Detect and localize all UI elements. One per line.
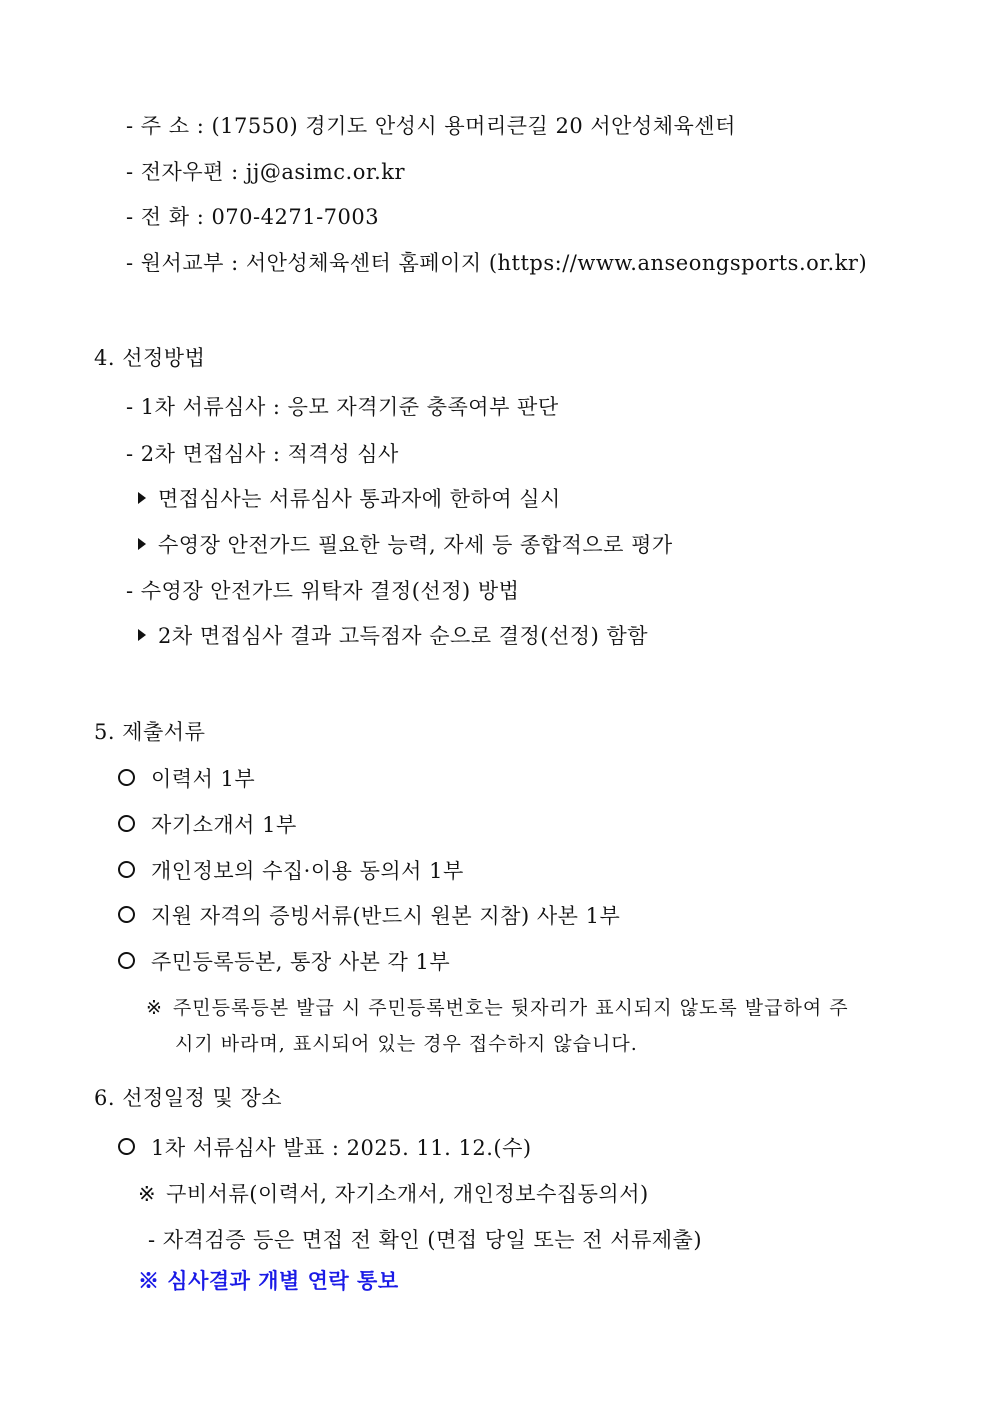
reference-mark-icon: ※ [146, 997, 163, 1019]
email-line: - 전자우편 : jj@asimc.or.kr [126, 160, 406, 184]
section6-title: 6. 선정일정 및 장소 [94, 1086, 283, 1110]
section6-notice: ※ 심사결과 개별 연락 통보 [138, 1268, 399, 1293]
section4-method: - 수영장 안전가드 위탁자 결정(선정) 방법 [126, 579, 520, 603]
section5-item-text: 자기소개서 1부 [151, 813, 297, 837]
section4-note2-text: 수영장 안전가드 필요한 능력, 자세 등 종합적으로 평가 [158, 533, 673, 557]
triangle-bullet-icon [138, 538, 146, 550]
section4-title: 4. 선정방법 [94, 346, 206, 370]
circle-bullet-icon [118, 769, 135, 786]
circle-bullet-icon [118, 952, 135, 969]
section4-step2: - 2차 면접심사 : 적격성 심사 [126, 442, 399, 466]
triangle-bullet-icon [138, 629, 146, 641]
triangle-bullet-icon [138, 492, 146, 504]
reference-mark-icon: ※ [138, 1182, 157, 1206]
section5-item-text: 개인정보의 수집·이용 동의서 1부 [151, 859, 464, 883]
section6-ref1 [138, 1180, 649, 1208]
section5-item-text: 지원 자격의 증빙서류(반드시 원본 지참) 사본 1부 [151, 904, 621, 928]
section6-item1-text: 1차 서류심사 발표 : 2025. 11. 12.(수) [151, 1136, 532, 1160]
section4-note1 [138, 485, 561, 513]
circle-bullet-icon [118, 815, 135, 832]
section5-note-line2: 시기 바라며, 표시되어 있는 경우 접수하지 않습니다. [175, 1033, 638, 1055]
section5-note-text1: 주민등록등본 발급 시 주민등록번호는 뒷자리가 표시되지 않도록 발급하여 주 [172, 997, 849, 1019]
circle-bullet-icon [118, 906, 135, 923]
phone-line: - 전 화 : 070-4271-7003 [126, 205, 380, 229]
section5-title: 5. 제출서류 [94, 720, 206, 744]
section4-note3 [138, 622, 648, 650]
section4-step1: - 1차 서류심사 : 응모 자격기준 충족여부 판단 [126, 395, 559, 419]
section4-note3-text: 2차 면접심사 결과 고득점자 순으로 결정(선정) 함함 [158, 624, 649, 648]
section5-item [118, 857, 464, 885]
address-line: - 주 소 : (17550) 경기도 안성시 용머리큰길 20 서안성체육센터 [126, 114, 736, 138]
section5-item [118, 765, 255, 793]
section5-item-text: 주민등록등본, 통장 사본 각 1부 [151, 950, 451, 974]
section6-item1 [118, 1134, 532, 1162]
section6-ref1-text: 구비서류(이력서, 자기소개서, 개인정보수집동의서) [166, 1182, 649, 1206]
section6-sub1: - 자격검증 등은 면접 전 확인 (면접 당일 또는 전 서류제출) [148, 1228, 703, 1252]
section5-note-line1 [146, 994, 849, 1022]
circle-bullet-icon [118, 861, 135, 878]
section5-item [118, 902, 620, 930]
section5-item-text: 이력서 1부 [151, 767, 256, 791]
application-line: - 원서교부 : 서안성체육센터 홈페이지 (https://www.anseongsports.or.kr) [126, 251, 868, 275]
section4-note1-text: 면접심사는 서류심사 통과자에 한하여 실시 [158, 487, 561, 511]
circle-bullet-icon [118, 1138, 135, 1155]
section5-item [118, 811, 297, 839]
section5-item [118, 948, 450, 976]
section4-note2 [138, 531, 673, 559]
